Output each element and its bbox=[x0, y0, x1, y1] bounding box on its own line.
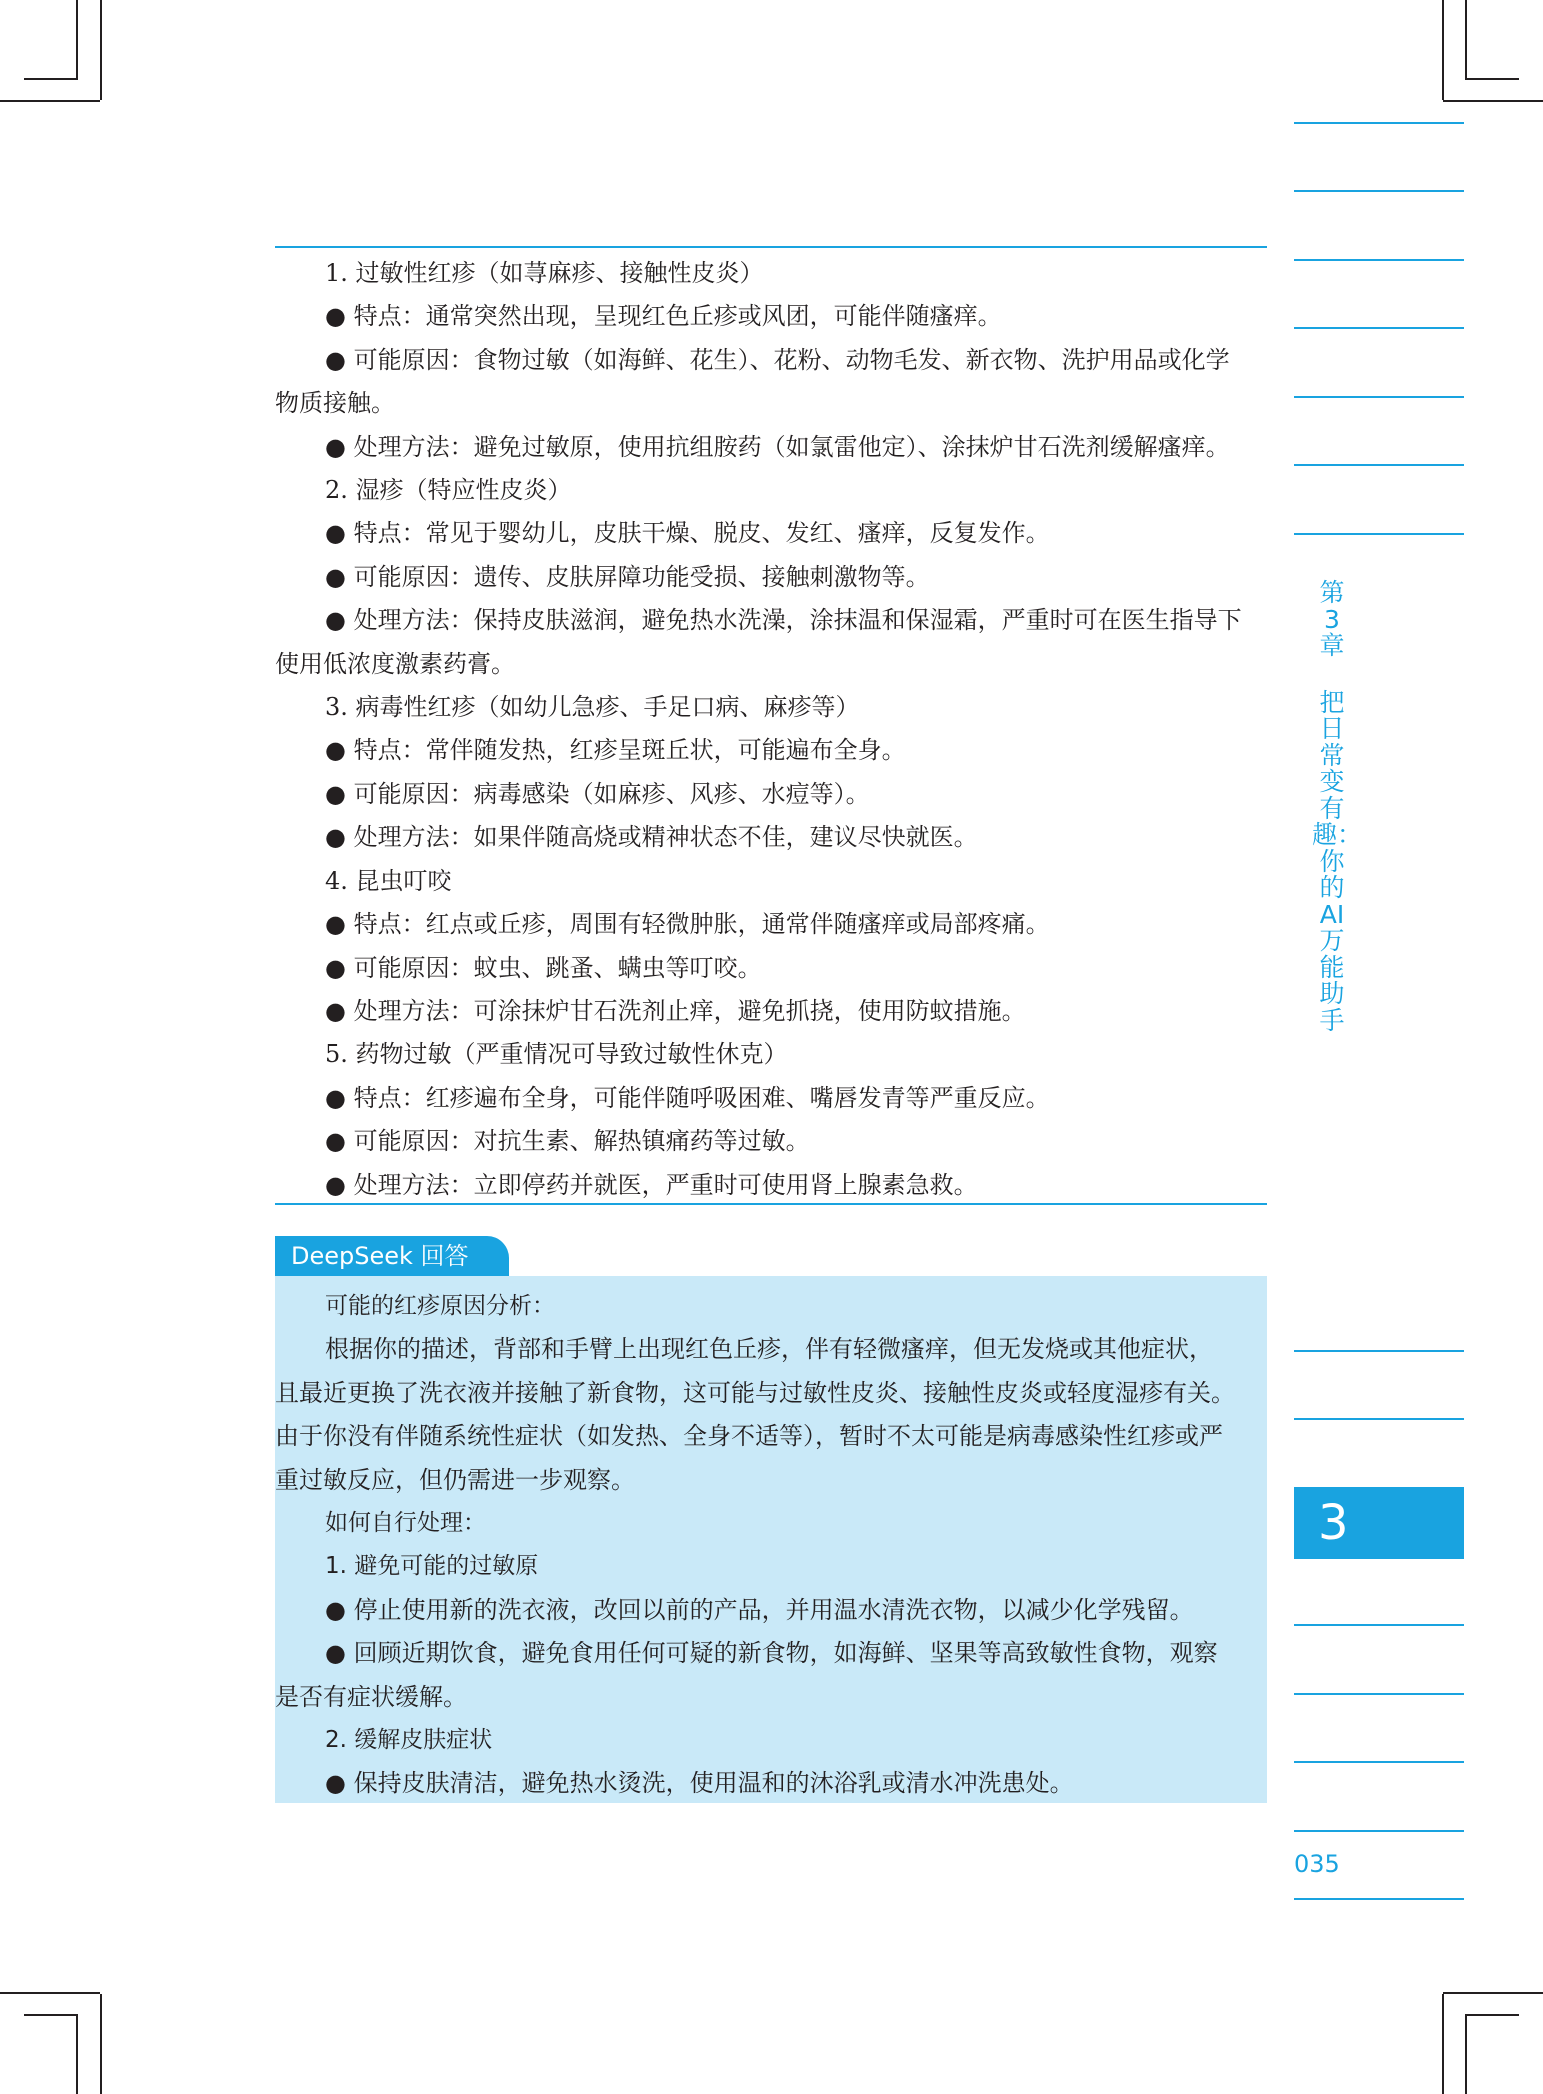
crop-mark bbox=[1443, 1992, 1543, 1994]
sidebar-divider bbox=[1294, 533, 1464, 535]
crop-mark bbox=[1442, 1994, 1444, 2094]
sidebar-divider bbox=[1294, 1350, 1464, 1352]
sidebar-divider bbox=[1294, 1761, 1464, 1763]
list-line: ● 处理方法：避免过敏原，使用抗组胺药（如氯雷他定）、涂抹炉甘石洗剂缓解瘙痒。 bbox=[325, 432, 1230, 461]
list-line: ● 处理方法：如果伴随高烧或精神状态不佳，建议尽快就医。 bbox=[325, 823, 978, 852]
list-line: ● 特点：通常突然出现，呈现红色丘疹或风团，可能伴随瘙痒。 bbox=[325, 302, 1002, 331]
answer-line: ● 回顾近期饮食，避免食用任何可疑的新食物，如海鲜、坚果等高致敏性食物，观察 bbox=[325, 1639, 1218, 1668]
answer-heading: 如何自行处理： bbox=[325, 1510, 486, 1537]
list-line: 3. 病毒性红疹（如幼儿急疹、手足口病、麻疹等） bbox=[325, 693, 860, 722]
crop-mark bbox=[0, 100, 100, 102]
chapter-number-badge: 3 bbox=[1294, 1487, 1464, 1559]
crop-mark bbox=[100, 0, 102, 100]
list-line: ● 特点：红疹遍布全身，可能伴随呼吸困难、嘴唇发青等严重反应。 bbox=[325, 1083, 1050, 1112]
crop-mark bbox=[1443, 100, 1543, 102]
answer-line: ● 保持皮肤清洁，避免热水烫洗，使用温和的沐浴乳或清水冲洗患处。 bbox=[325, 1769, 1074, 1798]
sidebar-divider bbox=[1294, 1898, 1464, 1900]
crop-mark bbox=[0, 1992, 100, 1994]
sidebar-divider bbox=[1294, 1693, 1464, 1695]
answer-line: 由于你没有伴随系统性症状（如发热、全身不适等），暂时不太可能是病毒感染性红疹或严 bbox=[275, 1422, 1223, 1451]
answer-line: ● 停止使用新的洗衣液，改回以前的产品，并用温水清洗衣物，以减少化学残留。 bbox=[325, 1595, 1194, 1624]
list-line: ● 处理方法：保持皮肤滋润，避免热水洗澡，涂抹温和保湿霜，严重时可在医生指导下 bbox=[325, 606, 1242, 635]
crop-mark bbox=[76, 2016, 78, 2094]
list-line: 物质接触。 bbox=[275, 389, 395, 418]
answer-heading: 可能的红疹原因分析： bbox=[325, 1293, 555, 1319]
deepseek-answer-box bbox=[275, 1276, 1267, 1803]
chapter-vertical-title bbox=[1312, 578, 1363, 1035]
sidebar-divider bbox=[1294, 327, 1464, 329]
list-line: ● 处理方法：立即停药并就医，严重时可使用肾上腺素急救。 bbox=[325, 1170, 978, 1199]
answer-heading: 2. 缓解皮肤症状 bbox=[325, 1727, 493, 1754]
list-line: ● 可能原因：食物过敏（如海鲜、花生）、花粉、动物毛发、新衣物、洗护用品或化学 bbox=[325, 345, 1230, 374]
answer-line: 重过敏反应，但仍需进一步观察。 bbox=[275, 1465, 635, 1494]
sidebar-divider bbox=[1294, 396, 1464, 398]
list-line: ● 可能原因：蚊虫、跳蚤、螨虫等叮咬。 bbox=[325, 953, 762, 982]
chapter-title: 把日常变有趣：你的AI万能助手 bbox=[1312, 687, 1363, 1035]
crop-mark bbox=[1465, 2016, 1467, 2094]
rash-types-list bbox=[275, 252, 1267, 1207]
deepseek-answer-tab: DeepSeek 回答 bbox=[275, 1236, 509, 1276]
list-line: ● 特点：常见于婴幼儿，皮肤干燥、脱皮、发红、瘙痒，反复发作。 bbox=[325, 519, 1050, 548]
crop-mark bbox=[76, 0, 78, 78]
list-line: ● 可能原因：病毒感染（如麻疹、风疹、水痘等）。 bbox=[325, 779, 870, 808]
crop-mark bbox=[100, 1994, 102, 2094]
crop-mark bbox=[24, 78, 78, 80]
sidebar-divider bbox=[1294, 1624, 1464, 1626]
list-line: 5. 药物过敏（严重情况可导致过敏性休克） bbox=[325, 1040, 788, 1069]
section-top-rule bbox=[275, 246, 1267, 248]
section-bottom-rule bbox=[275, 1203, 1267, 1205]
crop-mark bbox=[1465, 78, 1519, 80]
answer-line: 且最近更换了洗衣液并接触了新食物，这可能与过敏性皮炎、接触性皮炎或轻度湿疹有关。 bbox=[275, 1378, 1235, 1407]
sidebar-divider bbox=[1294, 1830, 1464, 1832]
sidebar-divider bbox=[1294, 259, 1464, 261]
list-line: ● 特点：常伴随发热，红疹呈斑丘状，可能遍布全身。 bbox=[325, 736, 906, 765]
crop-mark bbox=[1465, 0, 1467, 78]
answer-heading: 1. 避免可能的过敏原 bbox=[325, 1553, 539, 1580]
list-line: ● 可能原因：遗传、皮肤屏障功能受损、接触刺激物等。 bbox=[325, 562, 930, 591]
sidebar-divider bbox=[1294, 190, 1464, 192]
sidebar-divider bbox=[1294, 1418, 1464, 1420]
list-line: 1. 过敏性红疹（如荨麻疹、接触性皮炎） bbox=[325, 259, 764, 287]
crop-mark bbox=[1465, 2014, 1519, 2016]
answer-line: 根据你的描述，背部和手臂上出现红色丘疹，伴有轻微瘙痒，但无发烧或其他症状， bbox=[325, 1335, 1213, 1364]
sidebar-divider bbox=[1294, 122, 1464, 124]
list-line: ● 可能原因：对抗生素、解热镇痛药等过敏。 bbox=[325, 1127, 810, 1156]
list-line: ● 处理方法：可涂抹炉甘石洗剂止痒，避免抓挠，使用防蚊措施。 bbox=[325, 996, 1026, 1025]
crop-mark bbox=[24, 2014, 78, 2016]
answer-line: 是否有症状缓解。 bbox=[275, 1682, 467, 1711]
chapter-label: 第3章 bbox=[1319, 578, 1345, 660]
list-line: ● 特点：红点或丘疹，周围有轻微肿胀，通常伴随瘙痒或局部疼痛。 bbox=[325, 910, 1050, 939]
list-line: 2. 湿疹（特应性皮炎） bbox=[325, 476, 572, 505]
list-line: 4. 昆虫叮咬 bbox=[325, 866, 452, 895]
page-number: 035 bbox=[1294, 1850, 1340, 1878]
crop-mark bbox=[1442, 0, 1444, 100]
sidebar-divider bbox=[1294, 464, 1464, 466]
list-line: 使用低浓度激素药膏。 bbox=[275, 649, 515, 678]
